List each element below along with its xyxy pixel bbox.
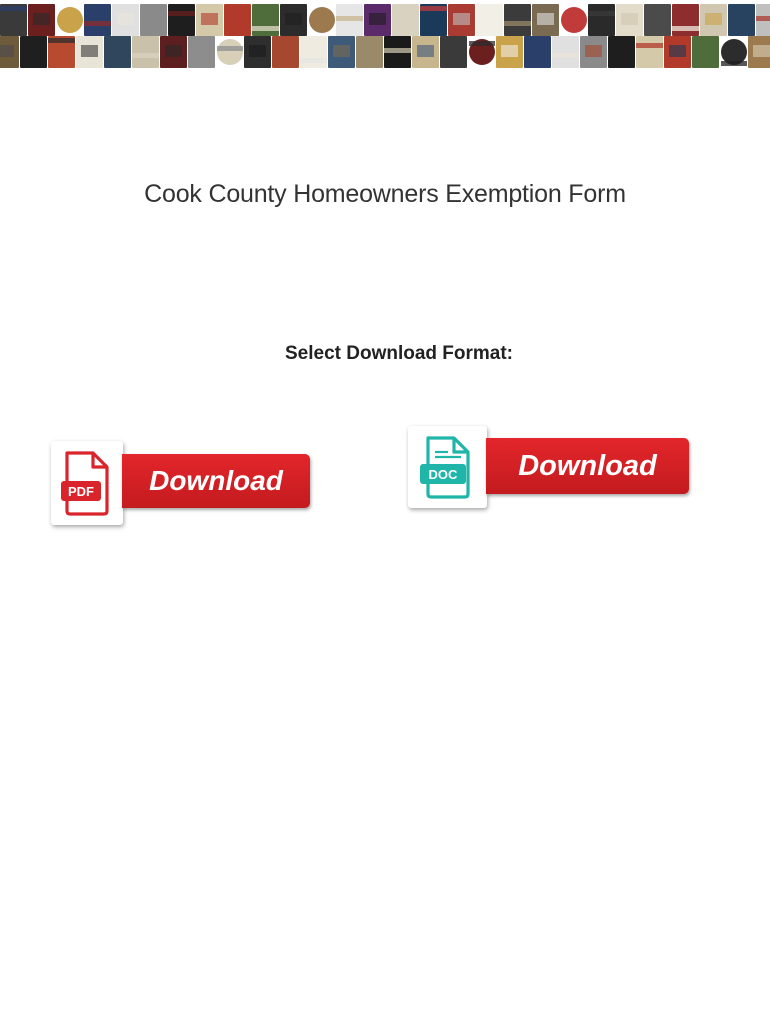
cover-tile: [692, 36, 719, 68]
cover-tile: [616, 4, 643, 36]
cover-tile: [588, 4, 615, 36]
cover-tile: [608, 36, 635, 68]
pdf-download-button[interactable]: Download: [122, 454, 310, 508]
cover-tile: [0, 36, 19, 68]
cover-tile: [104, 36, 131, 68]
cover-tile: [196, 4, 223, 36]
cover-tile: [224, 4, 251, 36]
cover-tile: [280, 4, 307, 36]
cover-tile: [252, 4, 279, 36]
pdf-file-icon: [51, 441, 123, 525]
cover-tile: [140, 4, 167, 36]
cover-tile: [721, 39, 747, 65]
doc-icon-label: DOC: [428, 467, 458, 482]
cover-tile: [0, 4, 27, 36]
cover-tile: [476, 4, 503, 36]
cover-tile: [217, 39, 243, 65]
cover-tile: [48, 36, 75, 68]
doc-download-link[interactable]: [405, 423, 691, 513]
doc-file-icon: [408, 426, 487, 508]
cover-tile: [364, 4, 391, 36]
cover-tile: [272, 36, 299, 68]
cover-tile: [392, 4, 419, 36]
cover-tile: [76, 36, 103, 68]
cover-tile: [160, 36, 187, 68]
cover-tile: [440, 36, 467, 68]
cover-tile: [412, 36, 439, 68]
cover-tile: [469, 39, 495, 65]
cover-tile: [20, 36, 47, 68]
cover-tile: [748, 36, 770, 68]
cover-tile: [57, 7, 83, 33]
cover-tile: [336, 4, 363, 36]
cover-tile: [28, 4, 55, 36]
cover-tile: [244, 36, 271, 68]
pdf-icon-label: PDF: [68, 484, 94, 499]
doc-download-button[interactable]: Download: [486, 438, 689, 494]
cover-collage-banner: [0, 0, 770, 72]
cover-tile: [496, 36, 523, 68]
cover-tile: [644, 4, 671, 36]
cover-tile: [188, 36, 215, 68]
cover-tile: [672, 4, 699, 36]
cover-tile: [132, 36, 159, 68]
cover-tile: [84, 4, 111, 36]
cover-tile: [580, 36, 607, 68]
cover-tile: [309, 7, 335, 33]
cover-tile: [552, 36, 579, 68]
cover-tile: [168, 4, 195, 36]
page-title: Cook County Homeowners Exemption Form: [144, 180, 626, 208]
cover-tile: [504, 4, 531, 36]
format-heading: Select Download Format:: [284, 343, 514, 364]
cover-tile: [356, 36, 383, 68]
cover-tile: [112, 4, 139, 36]
cover-tile: [664, 36, 691, 68]
cover-tile: [756, 4, 770, 36]
cover-tile: [300, 36, 327, 68]
cover-tile: [384, 36, 411, 68]
cover-tile: [561, 7, 587, 33]
cover-tile: [328, 36, 355, 68]
pdf-download-link[interactable]: [48, 438, 314, 530]
cover-tile: [448, 4, 475, 36]
cover-tile: [524, 36, 551, 68]
cover-tile: [700, 4, 727, 36]
cover-tile: [636, 36, 663, 68]
cover-tile: [532, 4, 559, 36]
cover-tile: [420, 4, 447, 36]
cover-tile: [728, 4, 755, 36]
